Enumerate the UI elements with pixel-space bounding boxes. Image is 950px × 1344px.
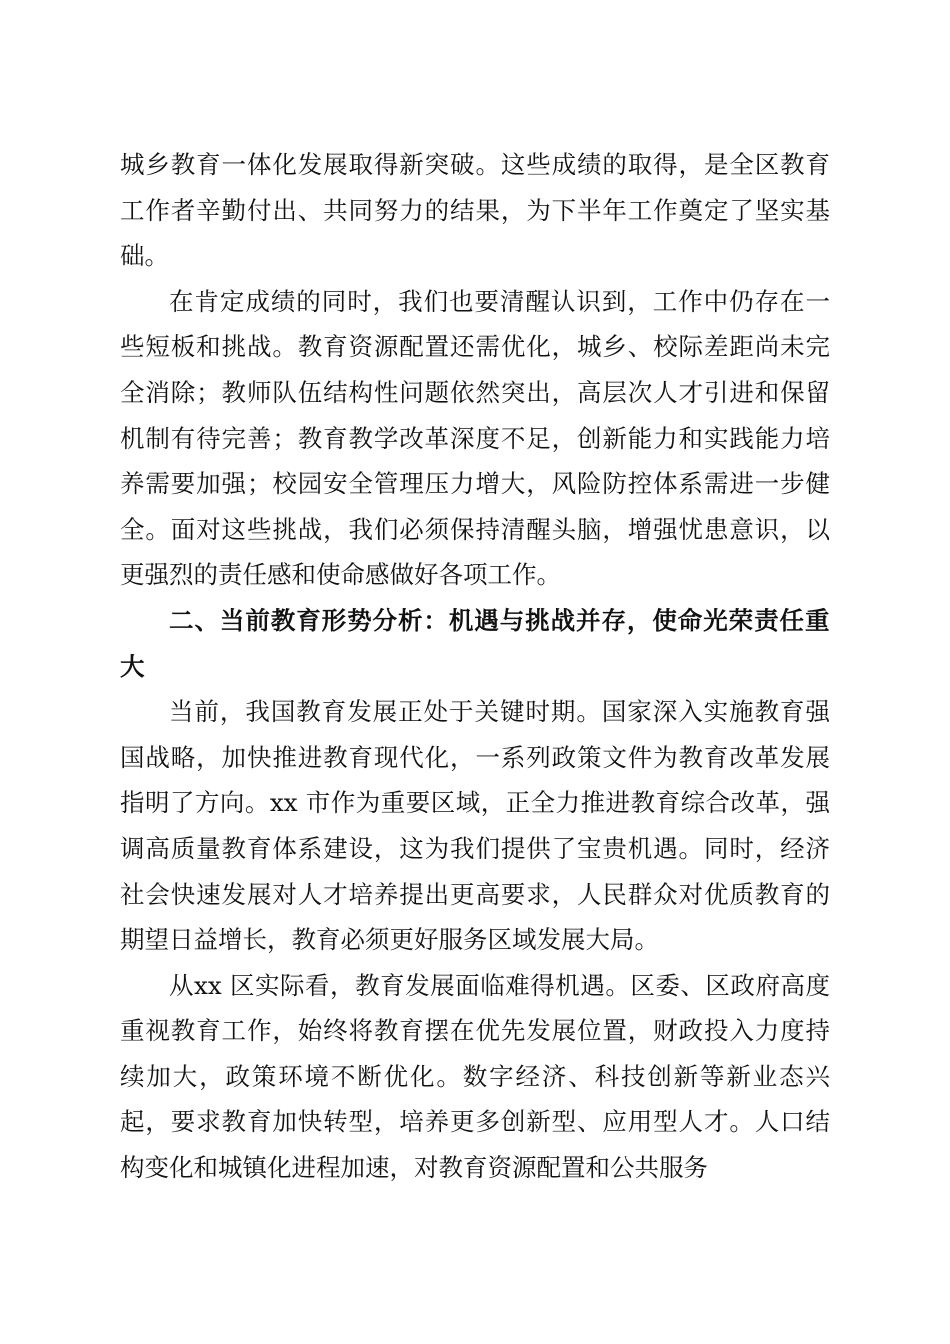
section-heading-two: 二、当前教育形势分析：机遇与挑战并存，使命光荣责任重大 (120, 605, 830, 681)
body-paragraph-challenges: 在肯定成绩的同时，我们也要清醒认识到，工作中仍存在一些短板和挑战。教育资源配置还需优化，城乡、校际差距尚未完全消除；教师队伍结构性问题依然突出，高层次人才引进和保留机制有待完善；教育教学改革深度不足，创新能力和实践能力培养需要加强；校园安全管理压力增大，风险防控体系需进一步健全。面对这些挑战，我们必须保持清醒头脑，增强忧患意识，以更强烈的责任感和使命感做好各项工作。 (120, 286, 830, 590)
body-paragraph-district-situation: 从xx 区实际看，教育发展面临难得机遇。区委、区政府高度重视教育工作，始终将教育摆在优先发展位置，财政投入力度持续加大，政策环境不断优化。数字经济、科技创新等新业态兴起，要求教育加快转型，培养更多创新型、应用型人才。人口结构变化和城镇化进程加速，对教育资源配置和公共服务 (120, 970, 830, 1183)
document-body (120, 142, 830, 1191)
body-paragraph-continued: 城乡教育一体化发展取得新突破。这些成绩的取得，是全区教育工作者辛勤付出、共同努力的结果，为下半年工作奠定了坚实基础。 (120, 150, 830, 271)
body-paragraph-national-situation: 当前，我国教育发展正处于关键时期。国家深入实施教育强国战略，加快推进教育现代化，一系列政策文件为教育改革发展指明了方向。xx 市作为重要区域，正全力推进教育综合改革，强调高质量教育体系建设，这为我们提供了宝贵机遇。同时，经济社会快速发展对人才培养提出更高要求，人民群众对优质教育的期望日益增长，教育必须更好服务区域发展大局。 (120, 697, 830, 955)
